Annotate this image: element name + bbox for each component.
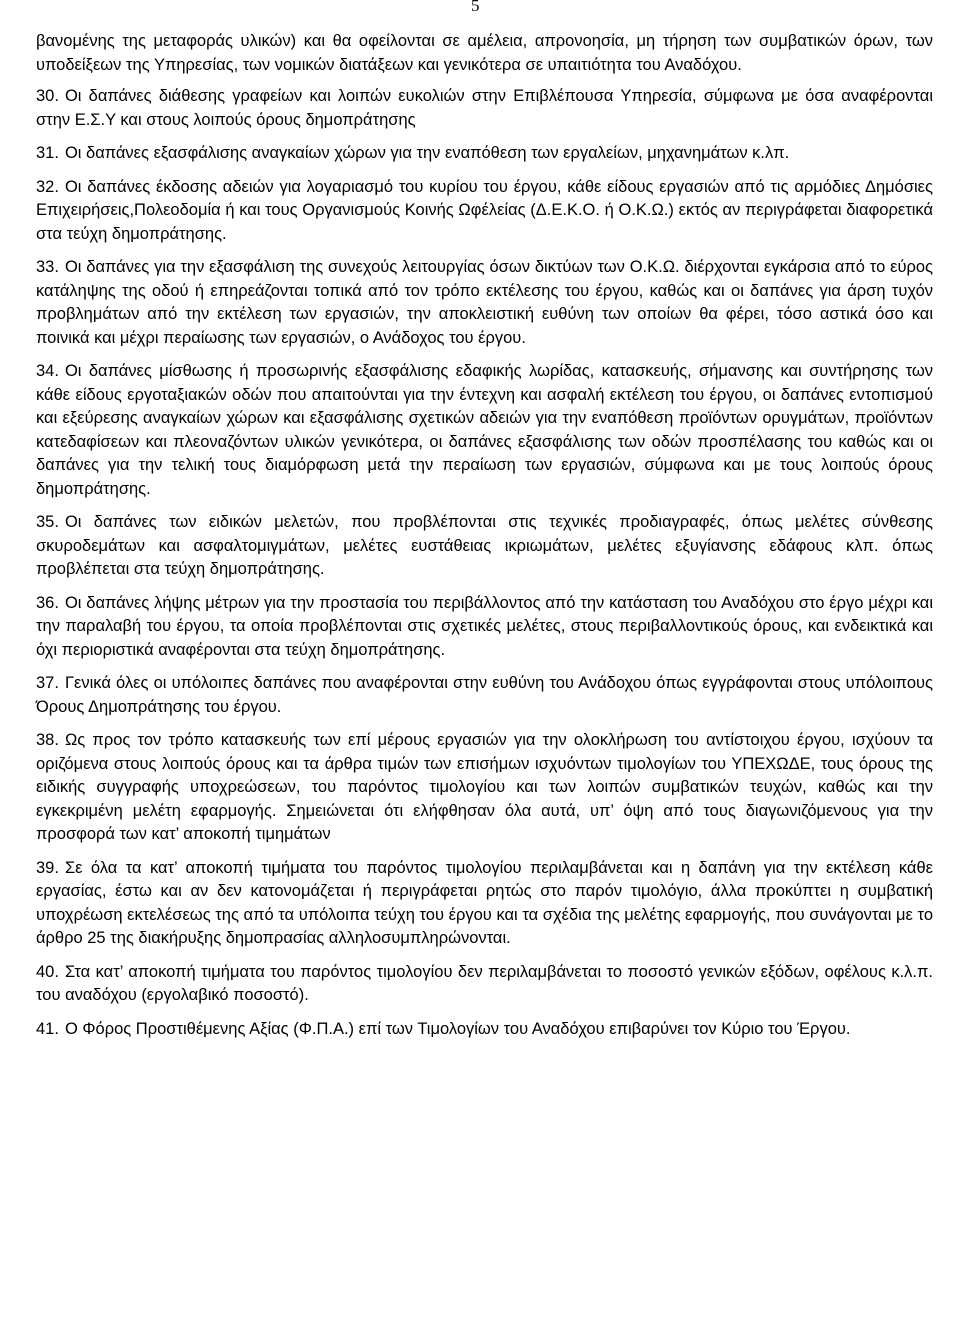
item-text: Οι δαπάνες για την εξασφάλιση της συνεχούς λειτουργίας όσων δικτύων των Ο.Κ.Ω. διέρχονται εγκάρσια από το εύρος κατάληψης της οδού ή επηρεάζονται τοπικά από τον τρόπο εκτέλεσης του έργου, καθώς και οι δαπάνες για άρση τυχόν προβλημάτων από την εκτέλεση των εργασιών, την αποκλειστική ευθύνη των οποίων θα φέρει, τόσο αστικά όσο και ποινικά και μέχρι περαίωσης των εργασιών, ο Ανάδοχος του έργου.	[36, 258, 933, 347]
list-item	[36, 592, 933, 663]
list-item	[36, 85, 933, 132]
list-item	[36, 360, 933, 501]
item-text: Στα κατ’ αποκοπή τιμήματα του παρόντος τιμολογίου δεν περιλαμβάνεται το ποσοστό γενικών εξόδων, οφέλους κ.λ.π. του αναδόχου (εργολαβικό ποσοστό).	[36, 962, 933, 1004]
item-text: Οι δαπάνες μίσθωσης ή προσωρινής εξασφάλισης εδαφικής λωρίδας, κατασκευής, σήμανσης και συντήρησης των κάθε είδους εργοταξιακών οδών που απαιτούνται για την έντεχνη και ασφαλή εκτέλεση του έργου, οι δαπάνες εντοπισμού και εξεύρεσης αναγκαίων χώρων και εξασφάλισης σχετικών αδειών για την εναπόθεση προϊόντων ορυγμάτων, προϊόντων κατεδαφίσεων και πλεοναζόντων υλικών γενικότερα, οι δαπάνες εξασφάλισης των οδών προσπέλασης του καθώς και οι δαπάνες για την τελική τους διαμόρφωση μετά την περαίωση των εργασιών, σύμφωνα και με τους λοιπούς όρους δημοπράτησης.	[36, 362, 933, 498]
list-item	[36, 256, 933, 350]
list-item	[36, 511, 933, 582]
item-text: Οι δαπάνες των ειδικών μελετών, που προβλέπονται στις τεχνικές προδιαγραφές, όπως μελέτες σύνθεσης σκυροδεμάτων και ασφαλτομιγμάτων, μελέτες ευστάθειας ικριωμάτων, μελέτες εξυγίανσης εδάφους κλπ. όπως προβλέπεται στα τεύχη δημοπράτησης.	[36, 513, 933, 578]
item-text: Οι δαπάνες εξασφάλισης αναγκαίων χώρων για την εναπόθεση των εργαλείων, μηχανημάτων κ.λπ.	[64, 144, 790, 162]
item-text: Ως προς τον τρόπο κατασκευής των επί μέρους εργασιών για την ολοκλήρωση του αντίστοιχου έργου, ισχύουν τα οριζόμενα στους λοιπούς όρους και τα άρθρα τιμών των επισήμων ισχυόντων τιμολογίων του ΥΠΕΧΩΔΕ, τους όρους της ειδικής συγγραφής υποχρεώσεων, του παρόντος τιμολογίου και των λοιπών συμβατικών τευχών, καθώς και την εγκεκριμένη μελέτη εφαρμογής. Σημειώνεται ότι ελήφθησαν όλα αυτά, υπ’ όψη από τους διαγωνιζόμενους για την προσφορά των κατ’ αποκοπή τιμημάτων	[36, 731, 933, 843]
item-number: 33.	[36, 258, 59, 276]
list-item	[36, 961, 933, 1008]
item-number: 31.	[36, 144, 59, 162]
item-number: 30.	[36, 87, 59, 105]
list-item	[36, 857, 933, 951]
list-item	[36, 142, 933, 166]
item-text: Οι δαπάνες έκδοσης αδειών για λογαριασμό του κυρίου του έργου, κάθε είδους εργασιών από τις αρμόδιες Δημόσιες Επιχειρήσεις,Πολεοδομία ή και τους Οργανισμούς Κοινής Ωφέλείας (Δ.Ε.Κ.Ο. ή Ο.Κ.Ω.) εκτός αν περιγράφεται διαφορετικά στα τεύχη δημοπράτησης.	[36, 177, 933, 243]
list-item	[36, 1018, 933, 1042]
item-number: 34.	[36, 362, 59, 380]
list-item	[36, 729, 933, 847]
item-number: 40.	[36, 962, 59, 981]
list-item	[36, 176, 933, 247]
item-text: Γενικά όλες οι υπόλοιπες δαπάνες που αναφέρονται στην ευθύνη του Ανάδοχου όπως εγγράφονται στους υπόλοιπους Όρους Δημοπράτησης του έργου.	[36, 674, 933, 716]
item-text: Σε όλα τα κατ’ αποκοπή τιμήματα του παρόντος τιμολογίου περιλαμβάνεται και η δαπάνη για την εκτέλεση κάθε εργασίας, έστω και αν δεν κατονομάζεται ή περιγράφεται ρητώς στο παρόν τιμολόγιο, άλλα προκύπτει η συμβατική υποχρέωση εκτελέσεως της από τα υπόλοιπα τεύχη του έργου και τα σχέδια της μελέτης εφαρμογής, που συνάγονται με το άρθρο 25 της διακήρυξης δημοπρασίας αλληλοσυμπληρώνονται.	[36, 858, 933, 947]
document-body	[36, 30, 933, 1051]
item-number: 41.	[36, 1019, 59, 1038]
item-number: 37.	[36, 674, 59, 692]
item-number: 35.	[36, 513, 59, 531]
item-text: Ο Φόρος Προστιθέμενης Αξίας (Φ.Π.Α.) επί των Τιμολογίων του Αναδόχου επιβαρύνει τον Κύριο του Έργου.	[64, 1019, 851, 1038]
item-number: 36.	[36, 593, 59, 612]
item-number: 38.	[36, 731, 59, 749]
item-text: Οι δαπάνες διάθεσης γραφείων και λοιπών ευκολιών στην Επιβλέπουσα Υπηρεσία, σύμφωνα με όσα αναφέρονται στην Ε.Σ.Υ και στους λοιπούς όρους δημοπράτησης	[36, 87, 933, 129]
item-text: Οι δαπάνες λήψης μέτρων για την προστασία του περιβάλλοντος από την κατάσταση του Αναδόχου στο έργο μέχρι και την παραλαβή του έργου, τα οποία προβλέπονται στις σχετικές μελέτες, στους περιβαλλοντικούς όρους, και ενδεικτικά και όχι περιοριστικά αναφέρονται στα τεύχη δημοπράτησης.	[36, 593, 933, 659]
item-number: 32.	[36, 177, 59, 196]
list-item	[36, 672, 933, 719]
item-number: 39.	[36, 858, 59, 877]
continuation-paragraph: βανομένης της μεταφοράς υλικών) και θα οφείλονται σε αμέλεια, απρονοησία, μη τήρηση των συμβατικών όρων, των υποδείξεων της Υπηρεσίας, των νομικών διατάξεων και γενικότερα σε υπαιτιότητα του Αναδόχου.	[36, 32, 933, 74]
page-number: 5	[471, 0, 480, 15]
